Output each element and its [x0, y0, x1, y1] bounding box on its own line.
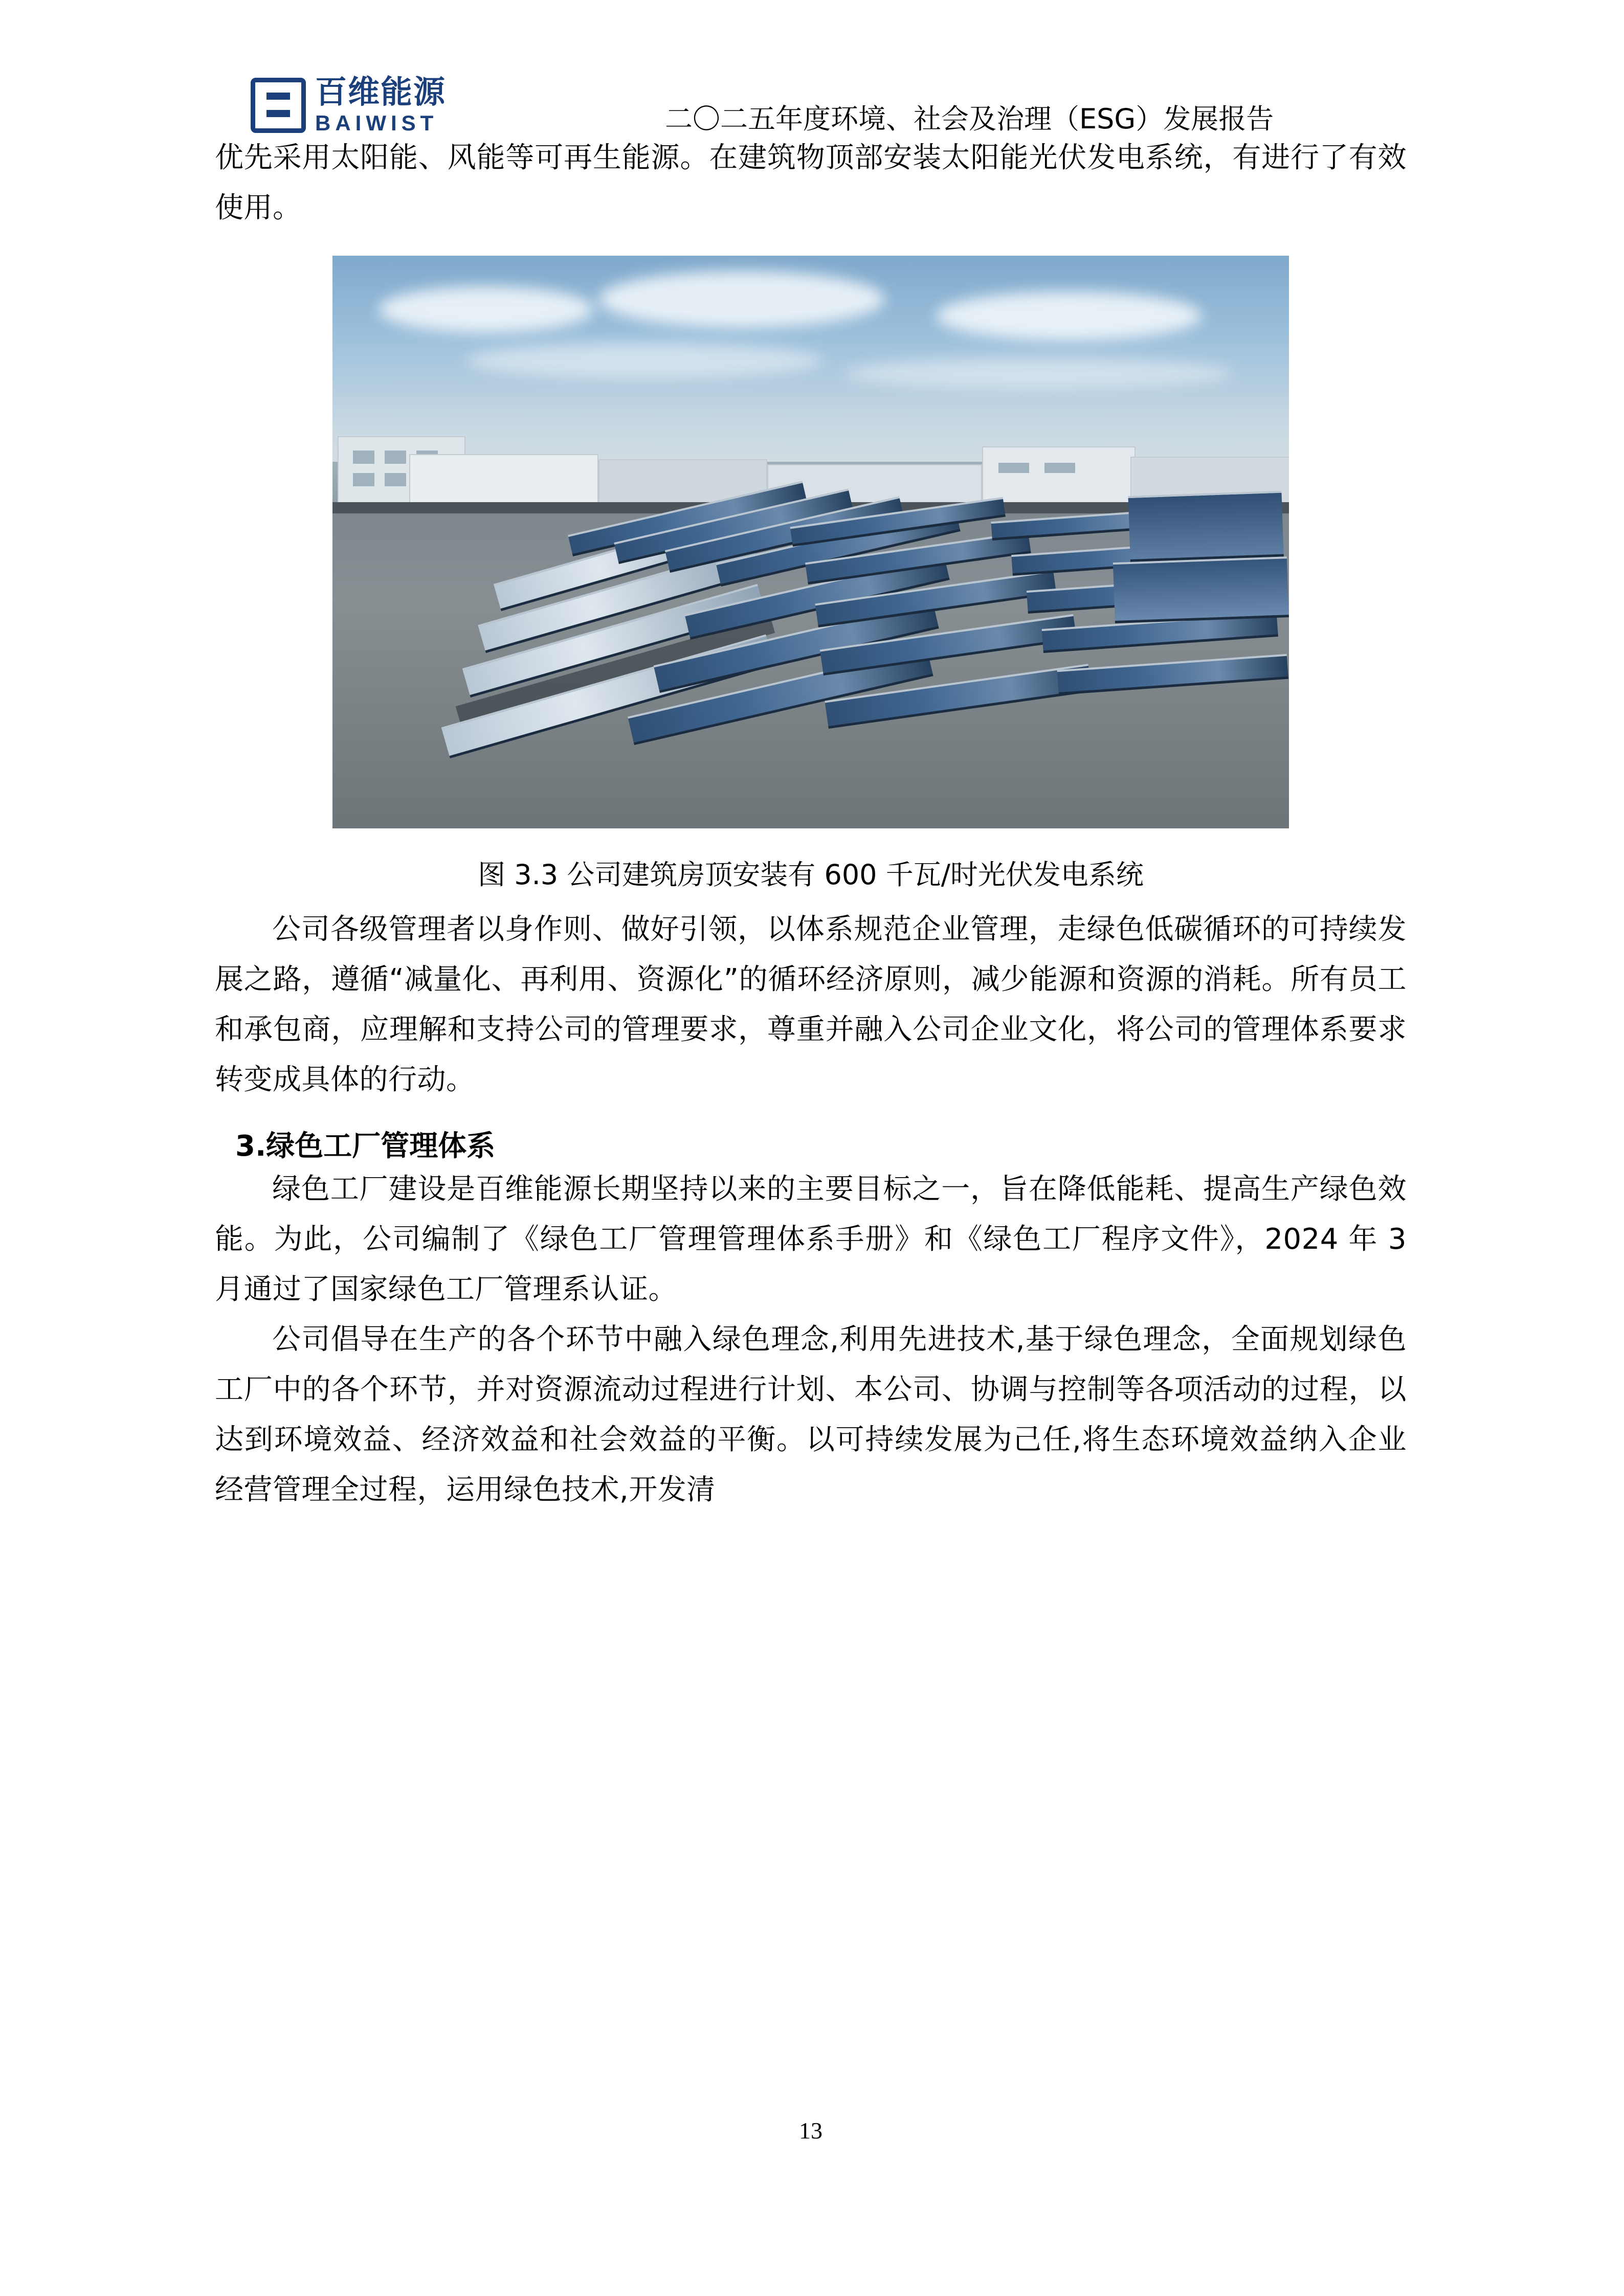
cloud-shape [844, 358, 1233, 389]
solar-panel-photo [332, 256, 1289, 828]
cloud-shape [598, 271, 885, 327]
company-logo [251, 77, 446, 134]
cloud-shape [465, 343, 824, 378]
cloud-shape [379, 286, 593, 332]
building [982, 446, 1136, 508]
solar-panel-block [1128, 491, 1283, 562]
document-body [215, 133, 1407, 1515]
solar-panel-block [1113, 556, 1289, 623]
paragraph-4: 公司倡导在生产的各个环节中融入绿色理念,利用先进技术,基于绿色理念，全面规划绿色工厂中的各个环节，并对资源流动过程进行计划、本公司、协调与控制等各项活动的过程，以达到环境效益、经济效益和社会效益的平衡。以可持续发展为己任,将生态环境效益纳入企业经营管理全过程，运用绿色技术,开发清 [215, 1323, 1407, 1506]
figure-solar-roof [215, 256, 1407, 828]
factory-buildings [332, 410, 1289, 507]
page-header [215, 0, 1407, 135]
logo-chinese-name: 百维能源 [315, 75, 447, 110]
paragraph-1: 优先采用太阳能、风能等可再生能源。在建筑物顶部安装太阳能光伏发电系统，有进行了有效使用。 [215, 141, 1407, 224]
figure-caption: 图 3.3 公司建筑房顶安装有 600 千瓦/时光伏发电系统 [478, 859, 1144, 891]
section-heading-3: 3.绿色工厂管理体系 [235, 1130, 496, 1163]
cloud-shape [936, 291, 1202, 340]
paragraph-2: 公司各级管理者以身作则、做好引领，以体系规范企业管理，走绿色低碳循环的可持续发展之路，遵循“减量化、再利用、资源化”的循环经济原则，减少能源和资源的消耗。所有员工和承包商，应理解和支持公司的管理要求，尊重并融入公司企业文化，将公司的管理体系要求转变成具体的行动。 [215, 913, 1407, 1096]
paragraph-3: 绿色工厂建设是百维能源长期坚持以来的主要目标之一，旨在降低能耗、提高生产绿色效能。为此，公司编制了《绿色工厂管理管理体系手册》和《绿色工厂程序文件》，2024 年 3 月通过了国家绿色工厂管理系认证。 [215, 1173, 1407, 1306]
page-number: 13 [799, 2118, 822, 2144]
report-title: 二〇二五年度环境、社会及治理（ESG）发展报告 [665, 103, 1274, 135]
page-footer [215, 2117, 1407, 2144]
building [409, 454, 598, 508]
page-content [215, 0, 1407, 2296]
logo-mark-icon [251, 78, 306, 133]
logo-text [315, 77, 446, 134]
logo-english-name: BAIWIST [315, 111, 438, 135]
